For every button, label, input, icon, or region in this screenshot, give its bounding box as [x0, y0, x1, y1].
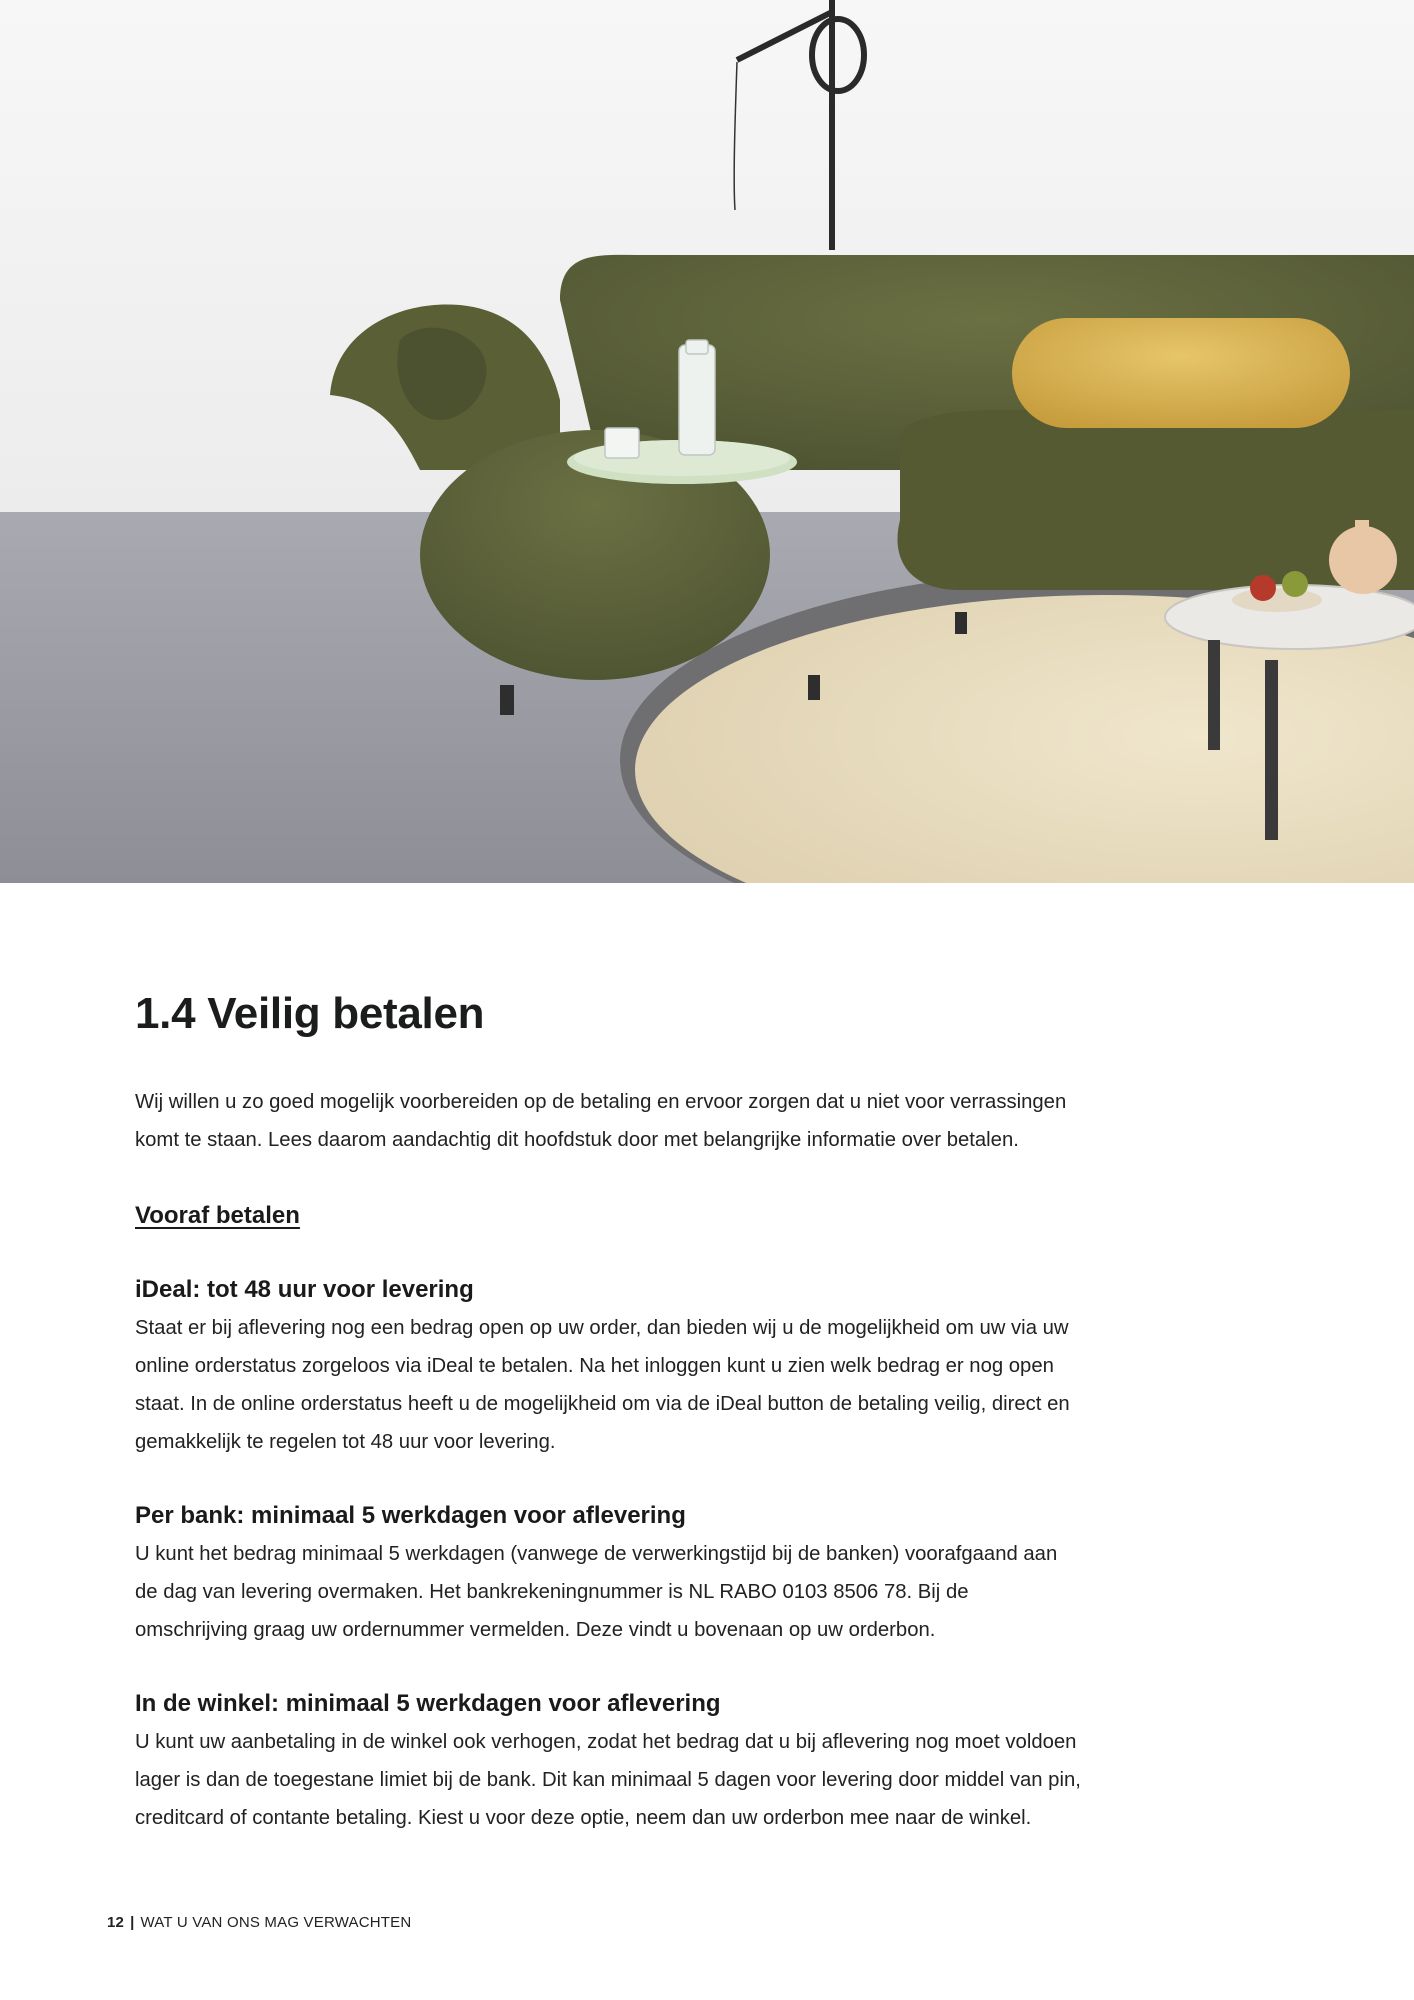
page-number: 12 — [107, 1914, 125, 1931]
chapter-title: WAT U VAN ONS MAG VERWACHTEN — [140, 1914, 412, 1931]
hero-photo — [0, 0, 1414, 883]
glass — [605, 428, 639, 458]
intro-paragraph: Wij willen u zo goed mogelijk voorbereiden op de betaling en ervoor zorgen dat u niet voor verrassingen komt te staan. Lees daarom aandachtig dit hoofdstuk door met belangrijke informatie over betalen. — [135, 1091, 1067, 1151]
footer-separator: | — [130, 1914, 135, 1931]
fruit-bowl — [1232, 588, 1322, 612]
section-label: Vooraf betalen — [135, 1202, 300, 1229]
carafe — [679, 345, 715, 455]
yellow-cushion — [1012, 318, 1350, 428]
sofa-photo-icon — [0, 0, 1414, 883]
ideal-body: Staat er bij aflevering nog een bedrag open op uw order, dan bieden wij u de mogelijkheid om uw via uw online orderstatus zorgeloos via iDeal te betalen. Na het inloggen kunt u zien welk bedrag er nog open staat. In de online orderstatus heeft u de mogelijkheid om via de iDeal button de betaling veilig, direct en gemakkelijk te regelen tot 48 uur voor levering. — [135, 1317, 1070, 1453]
vase — [1329, 526, 1397, 594]
store-body: U kunt uw aanbetaling in de winkel ook verhogen, zodat het bedrag dat u bij aflevering nog moet voldoen lager is dan de toegestane limiet bij de bank. Dit kan minimaal 5 dagen voor levering door middel van pin, creditcard of contante betaling. Kiest u voor deze optie, neem dan uw orderbon mee naar de winkel. — [135, 1731, 1081, 1829]
store-heading: In de winkel: minimaal 5 werkdagen voor aflevering — [135, 1690, 721, 1717]
article — [135, 985, 1085, 1837]
page-title: 1.4 Veilig betalen — [135, 989, 485, 1038]
ideal-heading: iDeal: tot 48 uur voor levering — [135, 1276, 474, 1303]
bank-heading: Per bank: minimaal 5 werkdagen voor aflevering — [135, 1502, 686, 1529]
bank-body: U kunt het bedrag minimaal 5 werkdagen (vanwege de verwerkingstijd bij de banken) voorafgaand aan de dag van levering overmaken. Het bankrekeningnummer is NL RABO 0103 8506 78. Bij de omschrijving graag uw ordernummer vermelden. Deze vindt u bovenaan op uw orderbon. — [135, 1543, 1058, 1641]
page-footer — [107, 1914, 411, 1931]
